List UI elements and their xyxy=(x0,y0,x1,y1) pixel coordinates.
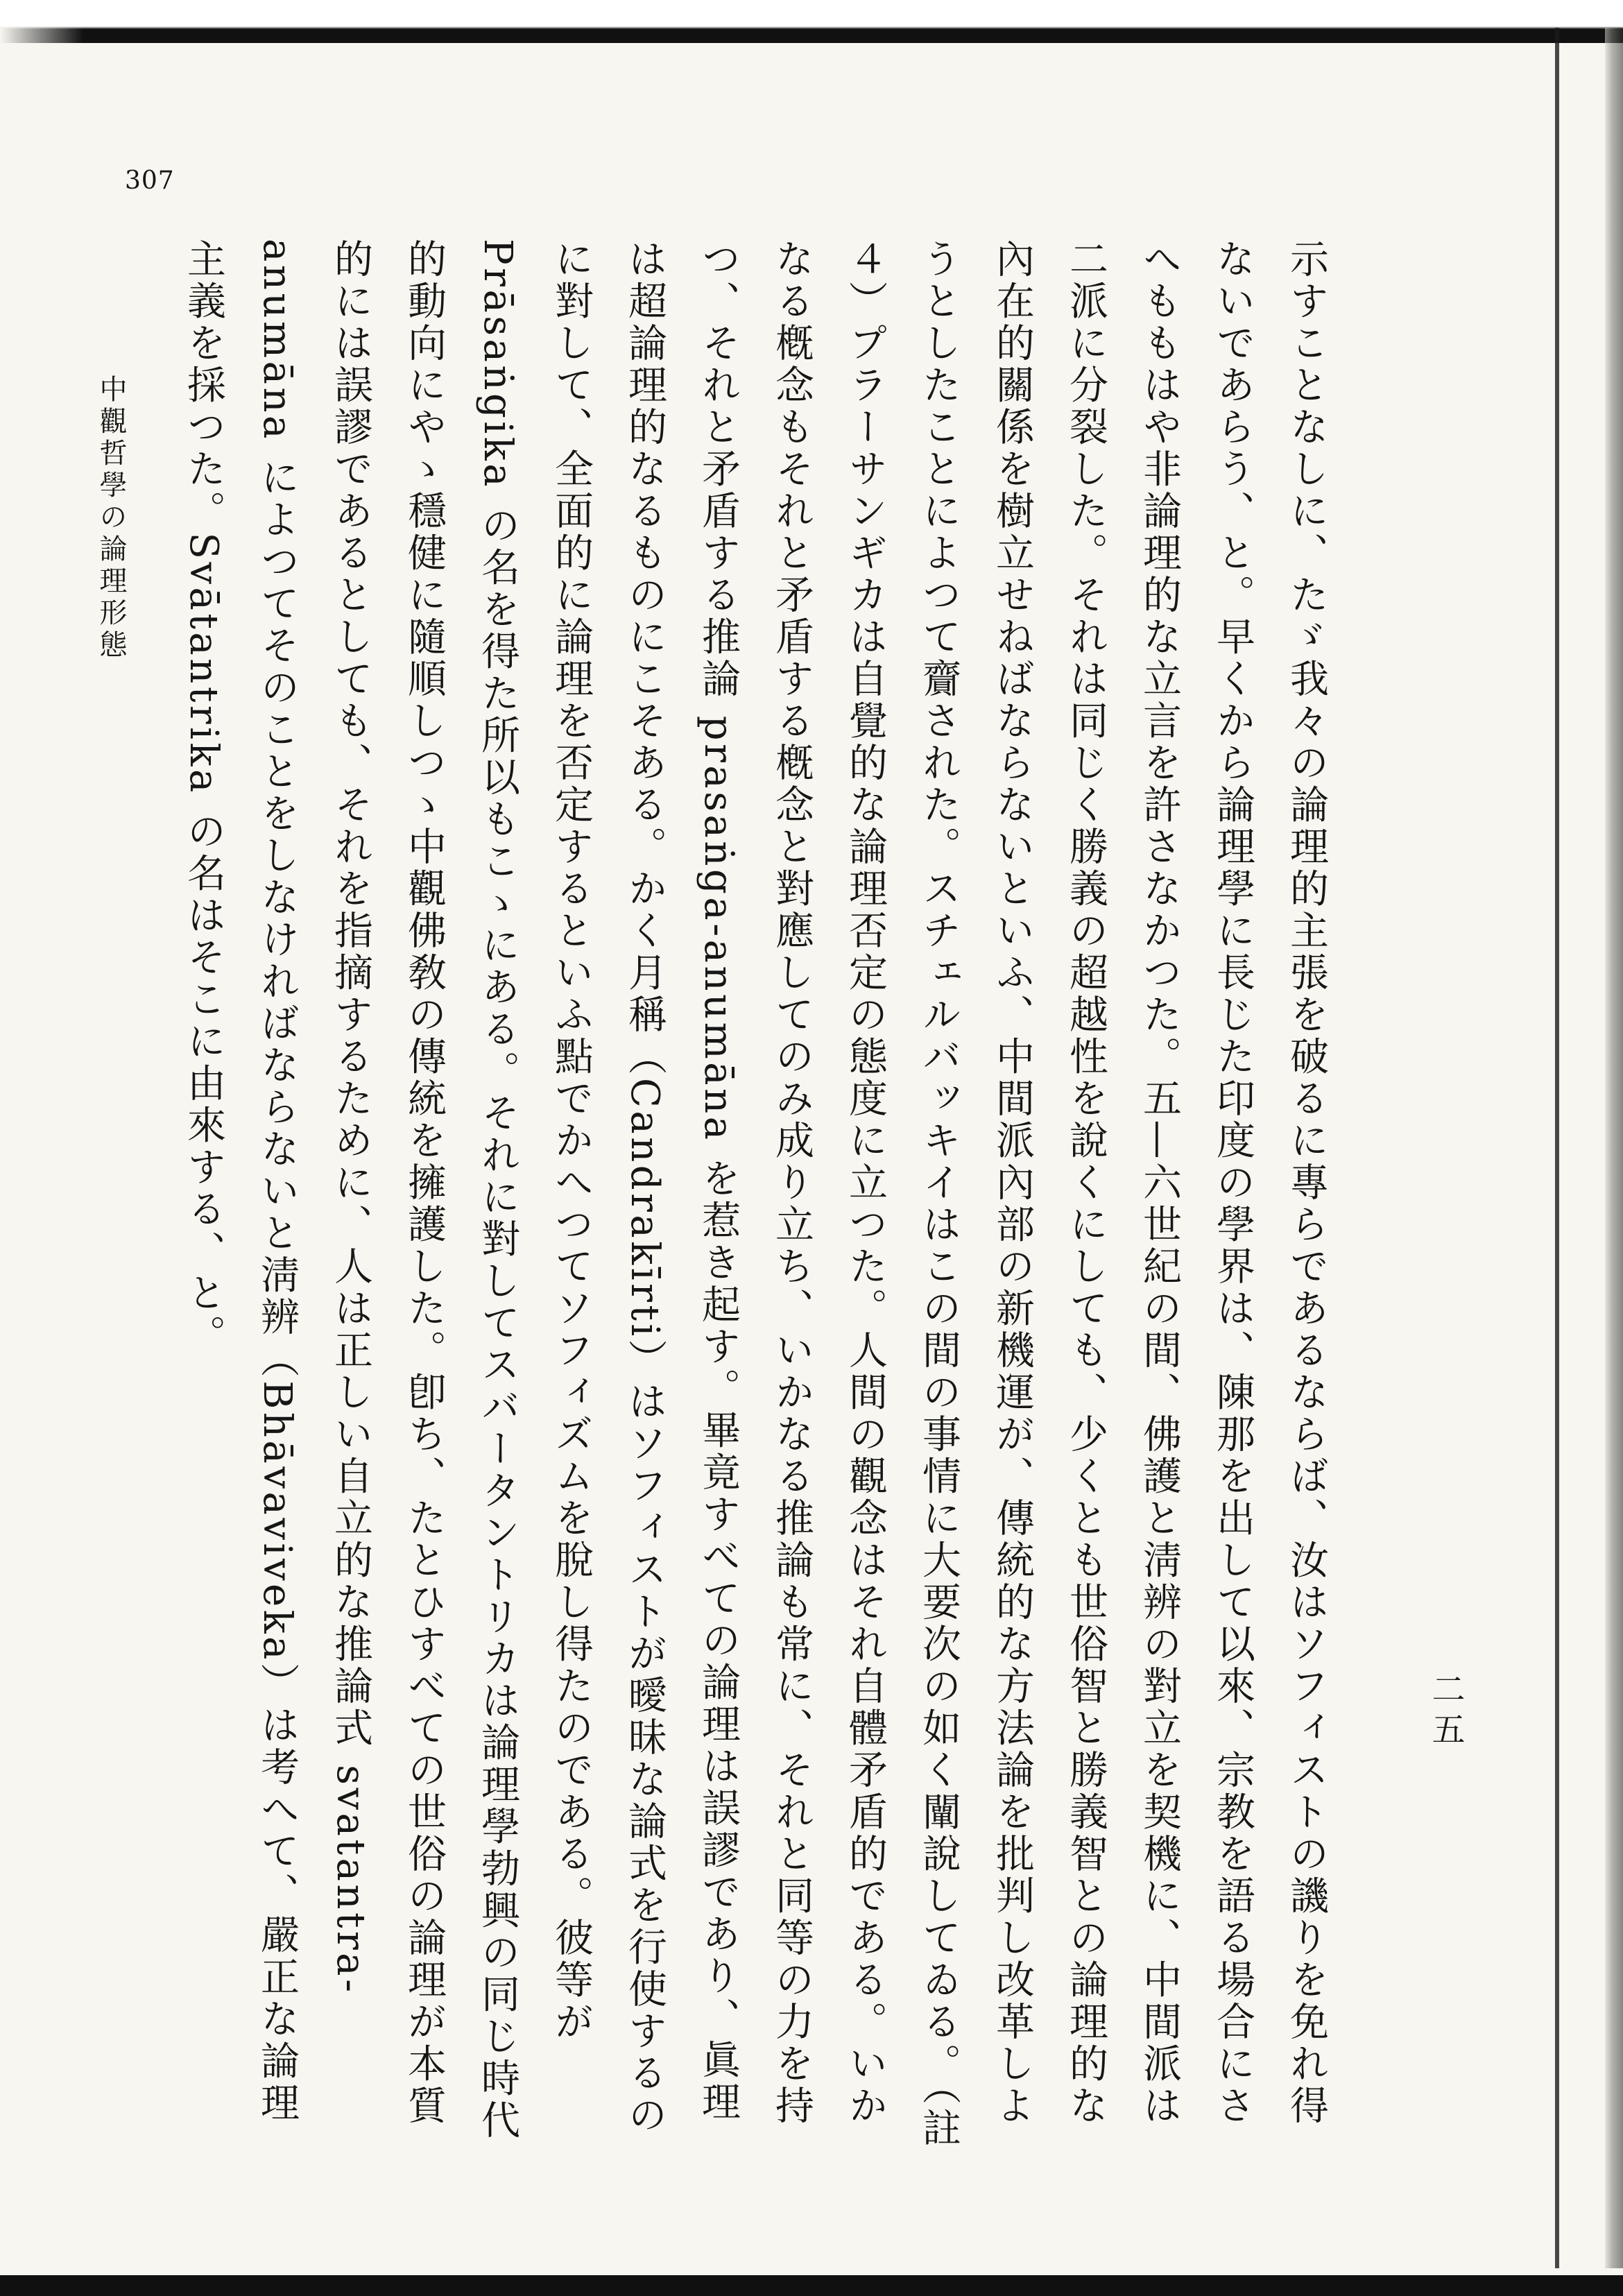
running-head: 中觀哲學の論理形態 xyxy=(95,375,127,662)
page-gutter-line xyxy=(1555,28,1559,2268)
page-number: 307 xyxy=(125,166,175,195)
scan-bottom-edge xyxy=(0,2275,1623,2296)
scan-top-edge-fade xyxy=(0,26,83,43)
scan-right-edge xyxy=(1605,28,1623,2268)
paragraph: 示すことなしに、たゞ我々の論理的主張を破るに專らであるならば、汝はソフィストの譏りを免れ得ないであらう、と。早くから論理學に長じた印度の學界は、陳那を出して以來、宗教を語る場合にさへももはや非論理的な立言を許さなかつた。五—六世紀の間、佛護と淸辨の對立を契機に、中間派は二派に分裂した。それは同じく勝義の超越性を說くにしても、少くとも世俗智と勝義智との論理的な內在的關係を樹立せねばならないといふ、中間派內部の新機運が、傳統的な方法論を批判し改革しようとしたことによつて齎された。スチェルバッキイはこの間の事情に大要次の如く闡說してゐる。（註４）プラーサンギカは自覺的な論理否定の態度に立つた。人間の觀念はそれ自體矛盾的である。いかなる槪念もそれと矛盾する槪念と對應してのみ成り立ち、いかなる推論も常に、それと同等の力を持つ、それと矛盾する推論 prasaṅga-anumāna を惹き起す。畢竟すべての論理は誤謬であり、眞理は超論理的なるものにこそある。かく月稱（Candrakīrti）はソフィストが曖昧な論式を行使するのに對して、全面的に論理を否定するといふ點でかへつてソフィズムを脫し得たのである。彼等が Prāsaṅgika の名を得た所以もこゝにある。それに對してスバータントリカは論理學勃興の同じ時代的動向にやゝ穩健に隨順しつゝ中觀佛敎の傳統を擁護した。卽ち、たとひすべての世俗の論理が本質的には誤謬であるとしても、それを指摘するために、人は正しい自立的な推論式 svatantra-anumāna によつてそのことをしなければならないと淸辨（Bhāvaviveka）は考へて、嚴正な論理主義を採つた。Svātantrika の名はそこに由來する、と。 xyxy=(181,239,1329,2150)
body-text xyxy=(171,239,1343,2153)
folio-kanji: 二五 xyxy=(1426,1672,1465,1752)
scan-top-edge xyxy=(0,0,1623,43)
